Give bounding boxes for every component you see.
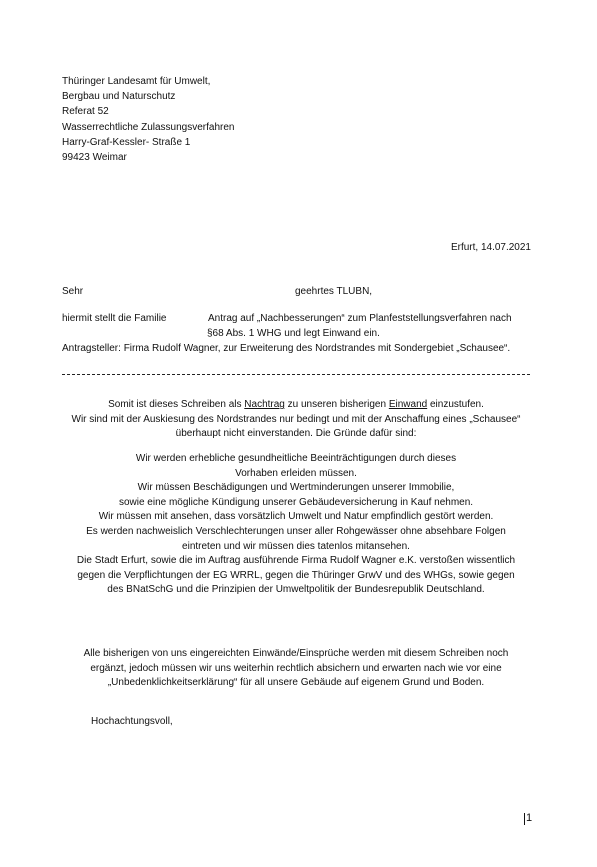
text-span: Somit ist dieses Schreiben als — [108, 399, 242, 410]
address-line: Thüringer Landesamt für Umwelt, — [62, 76, 211, 87]
closing-paragraph — [50, 647, 542, 691]
page-number-text: 1 — [526, 812, 533, 824]
reason-line: gegen die Verpflichtungen der EG WRRL, gegen die Thüringer GrwV und des WHGs, sowie gegen — [77, 569, 515, 581]
intro-line1-left: hiermit stellt die Familie — [62, 313, 167, 324]
reason-line: Wir müssen Beschädigungen und Wertminderungen unserer Immobilie, — [137, 482, 455, 494]
address-line: Referat 52 — [62, 106, 109, 118]
paragraph-line: überhaupt nicht einverstanden. Die Gründe dafür sind: — [175, 428, 417, 440]
text-span: einzustufen. — [429, 399, 484, 410]
salutation-left: Sehr — [62, 286, 84, 297]
dashed-separator — [62, 374, 530, 375]
address-line: Wasserrechtliche Zulassungsverfahren — [62, 121, 235, 133]
signoff: Hochachtungsvoll, — [91, 716, 173, 727]
recipient-address — [62, 74, 234, 165]
paragraph-line: „Unbedenklichkeitserklärung“ für all unsere Gebäude auf eigenem Grund und Boden. — [107, 677, 485, 689]
intro-line1-right: Antrag auf „Nachbesserungen“ zum Planfeststellungsverfahren nach — [208, 313, 512, 324]
paragraph-line — [50, 398, 542, 413]
text-span: zu unseren bisherigen — [287, 399, 387, 410]
reasons-block — [50, 452, 542, 598]
paragraph-line: ergänzt, jedoch müssen wir uns weiterhin rechtlich absichern und erwarten nach wie vor eine — [90, 662, 502, 674]
page-number — [524, 812, 532, 824]
address-line: 99423 Weimar — [62, 152, 127, 164]
reason-line: eintreten und wir müssen dies tatenlos mitansehen. — [182, 540, 410, 552]
intro-line2: §68 Abs. 1 WHG und legt Einwand ein. — [207, 328, 380, 339]
address-line: Harry-Graf-Kessler- Straße 1 — [62, 136, 191, 148]
reason-line: Wir müssen mit ansehen, dass vorsätzlich Umwelt und Natur empfindlich gestört werden. — [98, 511, 494, 523]
reason-line: Vorhaben erleiden müssen. — [235, 467, 357, 479]
paragraph-line: Wir sind mit der Auskiesung des Nordstrandes nur bedingt und mit der Anschaffung eines „Schausee“ — [71, 413, 521, 425]
reason-line: sowie eine mögliche Kündigung unserer Gebäudeversicherung in Kauf nehmen. — [118, 496, 474, 508]
salutation-right: geehrtes TLUBN, — [295, 286, 373, 297]
intro-line3: Antragsteller: Firma Rudolf Wagner, zur Erweiterung des Nordstrandes mit Sondergebiet „Schausee“. — [62, 343, 511, 354]
reason-line: Es werden nachweislich Verschlechterungen unser aller Rohgewässer ohne absehbare Folgen — [86, 525, 506, 537]
paragraph-line: Alle bisherigen von uns eingereichten Einwände/Einsprüche werden mit diesem Schreiben noch — [83, 648, 509, 659]
underlined-word-nachtrag: Nachtrag — [244, 399, 285, 410]
address-line: Bergbau und Naturschutz — [62, 91, 176, 103]
reason-line: Wir werden erhebliche gesundheitliche Beeinträchtigungen durch dieses — [135, 453, 457, 464]
reason-line: des BNatSchG und die Prinzipien der Umweltpolitik der Bundesrepublik Deutschland. — [107, 584, 485, 596]
reason-line: Die Stadt Erfurt, sowie die im Auftrag ausführende Firma Rudolf Wagner e.K. verstoßen wissentlich — [76, 555, 516, 567]
paragraph-nachtrag — [50, 398, 542, 442]
letter-date: Erfurt, 14.07.2021 — [450, 242, 531, 253]
underlined-word-einwand: Einwand — [388, 399, 428, 410]
